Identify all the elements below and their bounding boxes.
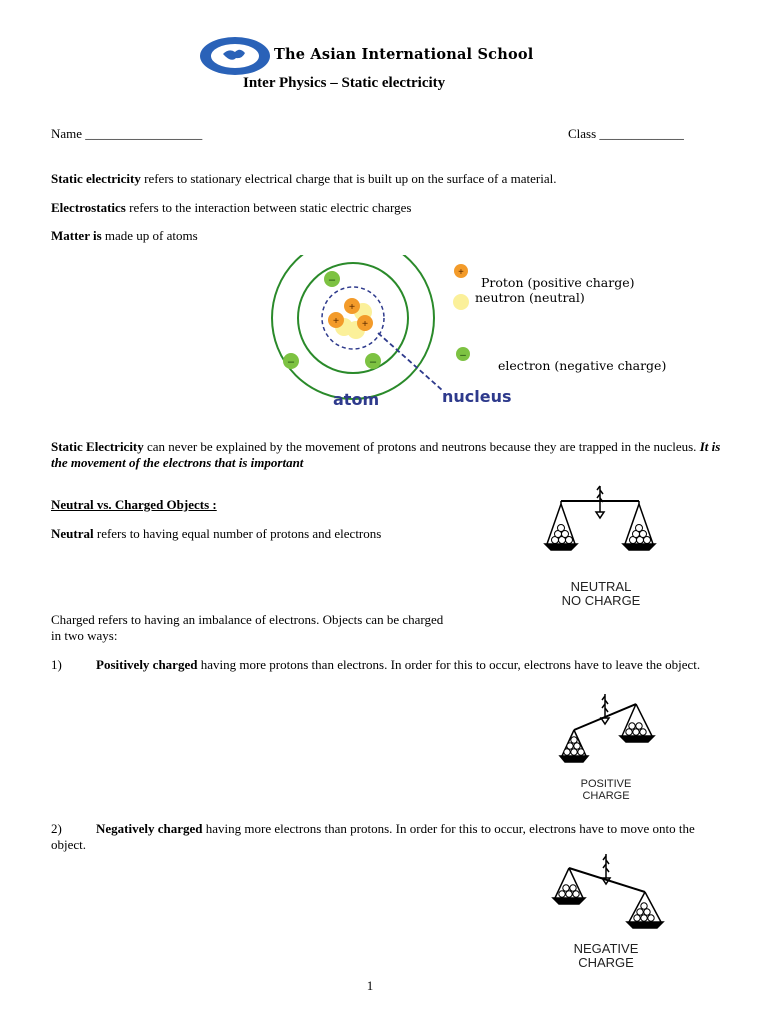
neutral-term: Neutral [51,526,94,541]
charged-intro [51,612,443,644]
proton-legend-label: Proton (positive charge) [481,275,635,290]
school-name: The Asian International School [274,46,534,63]
atom-diagram [260,255,700,415]
svg-text:+: + [361,318,369,330]
matter-text: made up of atoms [101,228,198,243]
positive-term: Positively charged [96,657,198,672]
neutral-caption-line2: NO CHARGE [561,593,641,608]
negative-scale-caption [549,942,663,970]
svg-text:–: – [370,354,376,368]
svg-text:+: + [458,267,464,278]
neutral-scale-image [541,484,661,556]
svg-text:–: – [329,272,335,286]
neutron-legend-icon [453,294,469,310]
negative-caption-line1: NEGATIVE [573,941,639,956]
neutral-text: refers to having equal number of protons and electrons [93,526,382,541]
negative-term: Negatively charged [96,821,203,836]
svg-text:–: – [288,354,294,368]
static-electricity-paragraph [51,439,721,471]
name-field-label: Name __________________ [51,126,203,141]
negatively-charged-item [51,821,711,853]
page-number: 1 [366,978,374,993]
negative-item-number: 2) [51,821,62,836]
atom-label: atom [333,390,380,409]
neutral-vs-charged-heading: Neutral vs. Charged Objects : [51,497,217,512]
neutral-caption-line1: NEUTRAL [570,579,632,594]
school-logo [199,36,271,76]
static-paragraph-emphasis: It is the movement of the electrons that is important [51,439,721,470]
nucleus [328,298,373,339]
positive-scale-image [556,692,660,770]
negative-scale-image [549,852,667,932]
svg-text:+: + [348,301,356,313]
svg-text:–: – [460,349,466,361]
positive-scale-caption [556,778,656,802]
electron-legend-label: electron (negative charge) [498,358,667,373]
nucleus-label: nucleus [442,387,512,406]
neutral-definition [51,526,381,542]
matter-definition [51,228,198,244]
static-paragraph-term: Static Electricity [51,439,144,454]
svg-text:+: + [332,315,340,327]
static-electricity-text: refers to stationary electrical charge that is built up on the surface of a material. [140,171,557,186]
positive-text: having more protons than electrons. In order for this to occur, electrons have to leave the object. [197,657,701,672]
matter-term: Matter is [51,228,102,243]
static-electricity-definition [51,171,556,187]
class-field-label: Class _____________ [568,126,684,141]
negative-caption-line2: CHARGE [578,955,634,970]
electrostatics-definition [51,200,411,216]
atom-legend [453,264,666,373]
electrostatics-term: Electrostatics [51,200,126,215]
page-title: Inter Physics – Static electricity [243,75,446,91]
charged-intro-line1: Charged refers to having an imbalance of electrons. Objects can be charged [51,612,444,627]
charged-intro-line2: in two ways: [51,628,118,643]
static-electricity-term: Static electricity [51,171,141,186]
positive-item-number: 1) [51,657,62,672]
neutral-scale-caption [541,580,661,608]
positive-caption-line2: CHARGE [582,790,630,802]
positively-charged-item [51,657,711,673]
positive-caption-line1: POSITIVE [580,778,632,790]
electrostatics-text: refers to the interaction between static electric charges [125,200,412,215]
negative-text: having more electrons than protons. In order for this to occur, electrons have to move onto the object. [51,821,695,852]
static-paragraph-text: can never be explained by the movement of protons and neutrons because they are trapped in the nucleus. [143,439,700,454]
neutron-legend-label: neutron (neutral) [475,290,585,305]
